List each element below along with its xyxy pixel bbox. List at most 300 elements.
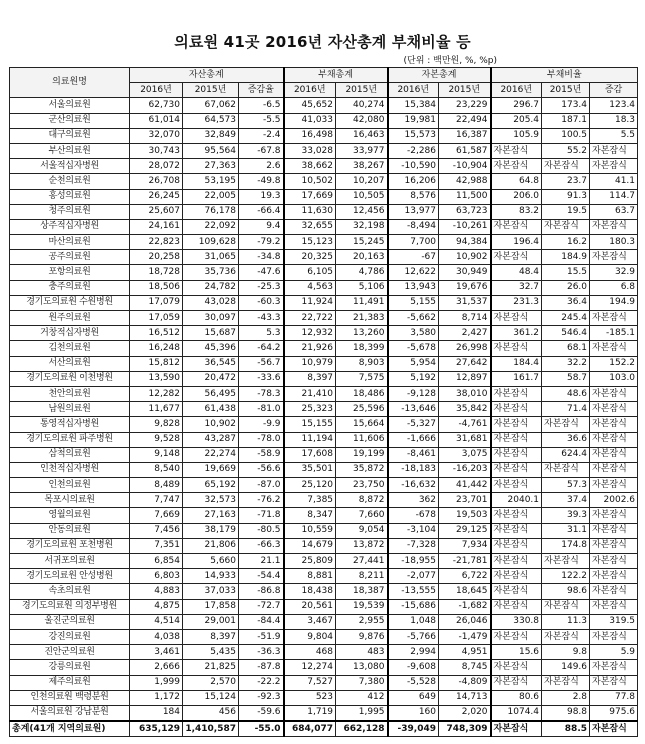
cell-asset-change-rate: -79.2 [239,235,284,250]
cell-asset-2015: 38,179 [183,523,239,538]
cell-ratio-change: 자본잠식 [590,219,638,234]
cell-asset-2016: 4,875 [130,599,183,614]
cell-ratio-2015: 91.3 [542,189,590,204]
cell-debt-2016: 12,274 [284,660,336,675]
cell-debt-2015: 9,054 [336,523,388,538]
cell-debt-2016: 11,194 [284,432,336,447]
cell-capital-2016: -9,608 [388,660,439,675]
page-title: 의료원 41곳 2016년 자산총계 부채비율 등 [174,33,471,51]
table-row [10,569,638,584]
table-row [10,417,638,432]
cell-capital-2016: 649 [388,690,439,705]
cell-capital-2016: 13,977 [388,204,439,219]
cell-ratio-2016: 자본잠식 [491,584,542,599]
table-row [10,675,638,690]
cell-asset-2016: 4,883 [130,584,183,599]
table-row [10,493,638,508]
cell-ratio-2016: 15.6 [491,645,542,660]
cell-ratio-2015: 100.5 [542,128,590,143]
cell-asset-2016: 30,743 [130,143,183,158]
header-debt-2016: 2016년 [284,83,336,98]
cell-debt-2016: 10,559 [284,523,336,538]
cell-capital-2015: 38,010 [439,386,491,401]
table-row [10,295,638,310]
cell-ratio-2016: 361.2 [491,326,542,341]
cell-debt-2015: 19,199 [336,447,388,462]
cell-debt-2015: 662,128 [336,721,388,737]
cell-debt-2016: 6,105 [284,265,336,280]
cell-asset-change-rate: -55.0 [239,721,284,737]
cell-asset-change-rate: -9.9 [239,417,284,432]
cell-name: 서울의료원 강남분원 [10,705,130,721]
cell-ratio-change: 41.1 [590,174,638,189]
cell-ratio-2016: 자본잠식 [491,311,542,326]
cell-capital-2015: 61,587 [439,143,491,158]
cell-ratio-2015: 173.4 [542,98,590,113]
cell-capital-2015: 63,723 [439,204,491,219]
cell-asset-2015: 37,033 [183,584,239,599]
cell-asset-change-rate: 21.1 [239,554,284,569]
cell-ratio-2015: 자본잠식 [542,599,590,614]
cell-debt-2016: 38,662 [284,159,336,174]
cell-debt-2015: 15,245 [336,235,388,250]
cell-ratio-change: 자본잠식 [590,508,638,523]
table-row [10,599,638,614]
cell-ratio-change: 자본잠식 [590,386,638,401]
cell-capital-2015: 8,745 [439,660,491,675]
cell-asset-change-rate: -66.4 [239,204,284,219]
cell-capital-2015: 31,537 [439,295,491,310]
header-debt-2015: 2015년 [336,83,388,98]
cell-asset-change-rate: 9.4 [239,219,284,234]
cell-name: 포항의료원 [10,265,130,280]
cell-debt-2015: 18,486 [336,386,388,401]
table-row [10,614,638,629]
cell-ratio-change: 180.3 [590,235,638,250]
cell-ratio-2016: 1074.4 [491,705,542,721]
cell-name: 강진의료원 [10,629,130,644]
cell-debt-2016: 468 [284,645,336,660]
cell-ratio-change: 자본잠식 [590,538,638,553]
cell-ratio-change: 18.3 [590,113,638,128]
cell-ratio-2015: 187.1 [542,113,590,128]
cell-capital-2016: -678 [388,508,439,523]
cell-name: 경기도의료원 수원병원 [10,295,130,310]
cell-ratio-change: 123.4 [590,98,638,113]
cell-asset-change-rate: -86.8 [239,584,284,599]
cell-ratio-2016: 자본잠식 [491,143,542,158]
cell-ratio-change: 6.8 [590,280,638,295]
cell-capital-2015: 11,500 [439,189,491,204]
cell-capital-2015: 41,442 [439,478,491,493]
cell-name: 서산의료원 [10,356,130,371]
header-ratio: 부채비율 [491,68,638,83]
cell-capital-2015: 7,934 [439,538,491,553]
cell-debt-2016: 21,410 [284,386,336,401]
cell-asset-change-rate: -56.7 [239,356,284,371]
cell-ratio-2015: 68.1 [542,341,590,356]
cell-debt-2015: 10,207 [336,174,388,189]
cell-debt-2016: 10,502 [284,174,336,189]
cell-asset-2015: 2,570 [183,675,239,690]
table-row [10,189,638,204]
table-row [10,645,638,660]
cell-capital-2016: 1,048 [388,614,439,629]
cell-asset-2016: 25,607 [130,204,183,219]
cell-capital-2015: 94,384 [439,235,491,250]
cell-capital-2016: -7,328 [388,538,439,553]
cell-debt-2015: 19,539 [336,599,388,614]
cell-capital-2016: -13,646 [388,402,439,417]
cell-name: 상주적십자병원 [10,219,130,234]
cell-name: 충주의료원 [10,280,130,295]
cell-capital-2015: -4,809 [439,675,491,690]
header-capital-2015: 2015년 [439,83,491,98]
cell-ratio-2015: 26.0 [542,280,590,295]
cell-debt-2016: 12,932 [284,326,336,341]
table-row [10,143,638,158]
cell-asset-2015: 21,825 [183,660,239,675]
cell-asset-2015: 31,065 [183,250,239,265]
cell-name: 공주의료원 [10,250,130,265]
cell-ratio-2016: 자본잠식 [491,523,542,538]
cell-debt-2015: 13,080 [336,660,388,675]
cell-asset-2015: 21,806 [183,538,239,553]
cell-ratio-2016: 자본잠식 [491,402,542,417]
cell-ratio-2015: 자본잠식 [542,417,590,432]
cell-capital-2016: -5,662 [388,311,439,326]
cell-name: 울진군의료원 [10,614,130,629]
cell-name: 서울의료원 [10,98,130,113]
cell-asset-2016: 32,070 [130,128,183,143]
cell-name: 경기도의료원 의정부병원 [10,599,130,614]
cell-ratio-change: 자본잠식 [590,402,638,417]
cell-asset-2016: 22,823 [130,235,183,250]
cell-ratio-2016: 자본잠식 [491,721,542,737]
cell-asset-2016: 6,854 [130,554,183,569]
cell-ratio-change: 자본잠식 [590,721,638,737]
data-table [9,67,638,737]
cell-asset-2016: 1,999 [130,675,183,690]
cell-asset-2015: 15,687 [183,326,239,341]
cell-debt-2016: 11,630 [284,204,336,219]
cell-asset-2016: 18,728 [130,265,183,280]
cell-debt-2016: 8,881 [284,569,336,584]
table-row [10,629,638,644]
cell-capital-2016: -15,686 [388,599,439,614]
cell-capital-2016: 5,192 [388,371,439,386]
cell-debt-2016: 25,120 [284,478,336,493]
cell-asset-change-rate: -58.9 [239,447,284,462]
cell-ratio-2015: 149.6 [542,660,590,675]
cell-debt-2015: 1,995 [336,705,388,721]
cell-debt-2016: 9,804 [284,629,336,644]
cell-name: 영월의료원 [10,508,130,523]
cell-debt-2016: 25,323 [284,402,336,417]
cell-debt-2015: 23,750 [336,478,388,493]
cell-ratio-2015: 자본잠식 [542,159,590,174]
cell-capital-2015: 23,229 [439,98,491,113]
cell-ratio-2015: 15.5 [542,265,590,280]
cell-ratio-2015: 자본잠식 [542,219,590,234]
table-row [10,660,638,675]
cell-capital-2016: -5,678 [388,341,439,356]
cell-name: 남원의료원 [10,402,130,417]
cell-capital-2016: -39,049 [388,721,439,737]
cell-ratio-2015: 자본잠식 [542,554,590,569]
table-row [10,356,638,371]
cell-ratio-2015: 32.2 [542,356,590,371]
cell-asset-change-rate: -87.0 [239,478,284,493]
cell-ratio-2016: 83.2 [491,204,542,219]
cell-asset-2015: 5,660 [183,554,239,569]
cell-name: 원주의료원 [10,311,130,326]
cell-debt-2016: 17,608 [284,447,336,462]
cell-ratio-change: 자본잠식 [590,478,638,493]
cell-capital-2015: 18,645 [439,584,491,599]
cell-debt-2016: 35,501 [284,462,336,477]
cell-asset-2016: 7,456 [130,523,183,538]
cell-debt-2015: 4,786 [336,265,388,280]
cell-debt-2015: 8,872 [336,493,388,508]
cell-asset-2015: 67,062 [183,98,239,113]
cell-asset-change-rate: -87.8 [239,660,284,675]
table-row [10,311,638,326]
cell-name: 서울적십자병원 [10,159,130,174]
cell-asset-2016: 9,528 [130,432,183,447]
cell-capital-2015: 19,503 [439,508,491,523]
cell-capital-2016: -67 [388,250,439,265]
cell-ratio-2016: 자본잠식 [491,447,542,462]
cell-name: 속초의료원 [10,584,130,599]
cell-asset-2015: 27,363 [183,159,239,174]
cell-capital-2015: 23,701 [439,493,491,508]
cell-ratio-2016: 205.4 [491,113,542,128]
cell-ratio-2016: 231.3 [491,295,542,310]
cell-asset-change-rate: 5.3 [239,326,284,341]
cell-debt-2016: 17,669 [284,189,336,204]
table-row [10,204,638,219]
cell-capital-2015: -10,904 [439,159,491,174]
cell-debt-2015: 2,955 [336,614,388,629]
cell-asset-2015: 32,573 [183,493,239,508]
cell-asset-2015: 56,495 [183,386,239,401]
cell-debt-2016: 3,467 [284,614,336,629]
cell-asset-2015: 30,097 [183,311,239,326]
cell-capital-2016: -5,528 [388,675,439,690]
header-asset-2016: 2016년 [130,83,183,98]
cell-capital-2016: 19,981 [388,113,439,128]
cell-asset-change-rate: -81.0 [239,402,284,417]
cell-capital-2016: -1,666 [388,432,439,447]
cell-asset-change-rate: -49.8 [239,174,284,189]
cell-ratio-change: 77.8 [590,690,638,705]
cell-debt-2015: 35,872 [336,462,388,477]
header-debt: 부채총계 [284,68,388,83]
cell-asset-2015: 10,902 [183,417,239,432]
cell-asset-2015: 29,001 [183,614,239,629]
cell-asset-2016: 62,730 [130,98,183,113]
cell-capital-2016: -18,955 [388,554,439,569]
table-row [10,402,638,417]
cell-debt-2015: 18,399 [336,341,388,356]
cell-capital-2015: 26,046 [439,614,491,629]
cell-asset-2015: 65,192 [183,478,239,493]
cell-ratio-2016: 296.7 [491,98,542,113]
cell-name: 인천적십자병원 [10,462,130,477]
cell-ratio-change: 자본잠식 [590,417,638,432]
cell-ratio-2015: 자본잠식 [542,675,590,690]
cell-ratio-2016: 자본잠식 [491,569,542,584]
header-capital: 자본총계 [388,68,491,83]
table-row [10,690,638,705]
cell-capital-2015: 19,676 [439,280,491,295]
cell-capital-2016: -5,327 [388,417,439,432]
cell-asset-2016: 15,812 [130,356,183,371]
cell-debt-2016: 33,028 [284,143,336,158]
cell-name: 안동의료원 [10,523,130,538]
cell-asset-2015: 24,782 [183,280,239,295]
cell-ratio-2016: 105.9 [491,128,542,143]
cell-ratio-2015: 36.6 [542,432,590,447]
cell-asset-change-rate: -59.6 [239,705,284,721]
cell-name: 제주의료원 [10,675,130,690]
cell-debt-2016: 8,347 [284,508,336,523]
header-asset-change-rate: 증감율 [239,83,284,98]
cell-ratio-2015: 58.7 [542,371,590,386]
cell-debt-2016: 45,652 [284,98,336,113]
cell-ratio-2015: 11.3 [542,614,590,629]
cell-capital-2015: 31,681 [439,432,491,447]
cell-debt-2015: 13,872 [336,538,388,553]
cell-ratio-change: 자본잠식 [590,159,638,174]
cell-debt-2015: 16,463 [336,128,388,143]
cell-debt-2015: 38,267 [336,159,388,174]
cell-ratio-2016: 자본잠식 [491,219,542,234]
cell-ratio-change: 자본잠식 [590,584,638,599]
cell-debt-2016: 4,563 [284,280,336,295]
cell-ratio-2016: 196.4 [491,235,542,250]
cell-asset-2015: 53,195 [183,174,239,189]
cell-capital-2016: -10,590 [388,159,439,174]
cell-debt-2015: 9,876 [336,629,388,644]
cell-debt-2015: 7,660 [336,508,388,523]
cell-asset-2015: 456 [183,705,239,721]
cell-ratio-2016: 자본잠식 [491,417,542,432]
cell-asset-2015: 22,274 [183,447,239,462]
table-row [10,159,638,174]
cell-debt-2015: 13,260 [336,326,388,341]
cell-ratio-change: 자본잠식 [590,554,638,569]
table-row [10,478,638,493]
cell-capital-2015: 2,020 [439,705,491,721]
cell-capital-2016: 5,155 [388,295,439,310]
cell-capital-2015: 22,494 [439,113,491,128]
cell-asset-change-rate: -51.9 [239,629,284,644]
cell-debt-2016: 25,809 [284,554,336,569]
cell-asset-2016: 26,245 [130,189,183,204]
cell-asset-2015: 27,163 [183,508,239,523]
cell-ratio-change: 975.6 [590,705,638,721]
cell-capital-2016: 5,954 [388,356,439,371]
cell-debt-2015: 8,903 [336,356,388,371]
cell-asset-change-rate: -60.3 [239,295,284,310]
cell-ratio-2015: 245.4 [542,311,590,326]
cell-ratio-2016: 자본잠식 [491,250,542,265]
header-asset: 자산총계 [130,68,284,83]
cell-ratio-2016: 330.8 [491,614,542,629]
cell-ratio-2016: 자본잠식 [491,554,542,569]
cell-debt-2016: 20,561 [284,599,336,614]
cell-capital-2016: -16,632 [388,478,439,493]
cell-asset-change-rate: -67.8 [239,143,284,158]
cell-capital-2015: 42,988 [439,174,491,189]
table-row [10,250,638,265]
cell-ratio-change: 63.7 [590,204,638,219]
cell-capital-2015: 27,642 [439,356,491,371]
cell-asset-2016: 1,172 [130,690,183,705]
cell-asset-2016: 24,161 [130,219,183,234]
cell-asset-2015: 61,438 [183,402,239,417]
cell-asset-2016: 4,038 [130,629,183,644]
table-row [10,508,638,523]
cell-debt-2015: 18,387 [336,584,388,599]
table-row [10,371,638,386]
cell-asset-change-rate: -43.3 [239,311,284,326]
cell-asset-2015: 35,736 [183,265,239,280]
cell-asset-change-rate: -84.4 [239,614,284,629]
cell-debt-2016: 22,722 [284,311,336,326]
cell-asset-2015: 109,628 [183,235,239,250]
cell-debt-2016: 7,385 [284,493,336,508]
cell-debt-2015: 10,505 [336,189,388,204]
cell-capital-2015: 16,387 [439,128,491,143]
cell-capital-2015: 3,075 [439,447,491,462]
cell-asset-2016: 11,677 [130,402,183,417]
cell-asset-2016: 2,666 [130,660,183,675]
table-body [10,98,638,737]
cell-ratio-2015: 2.8 [542,690,590,705]
cell-asset-change-rate: -22.2 [239,675,284,690]
cell-asset-change-rate: -6.5 [239,98,284,113]
cell-debt-2015: 11,491 [336,295,388,310]
table-row [10,265,638,280]
table-row [10,219,638,234]
cell-ratio-2016: 64.8 [491,174,542,189]
cell-ratio-2015: 98.8 [542,705,590,721]
cell-asset-change-rate: -2.4 [239,128,284,143]
cell-ratio-change: 자본잠식 [590,569,638,584]
cell-asset-2015: 43,028 [183,295,239,310]
cell-asset-change-rate: -33.6 [239,371,284,386]
cell-capital-2015: 12,897 [439,371,491,386]
cell-ratio-change: 자본잠식 [590,447,638,462]
cell-ratio-change: 319.5 [590,614,638,629]
cell-ratio-2015: 23.7 [542,174,590,189]
cell-ratio-2016: 자본잠식 [491,660,542,675]
cell-ratio-change: 32.9 [590,265,638,280]
cell-ratio-2016: 2040.1 [491,493,542,508]
cell-asset-2016: 4,514 [130,614,183,629]
table-row [10,538,638,553]
cell-ratio-2015: 71.4 [542,402,590,417]
cell-name: 목포시의료원 [10,493,130,508]
cell-debt-2016: 21,926 [284,341,336,356]
cell-debt-2016: 18,438 [284,584,336,599]
cell-ratio-change: 자본잠식 [590,660,638,675]
cell-ratio-2015: 31.1 [542,523,590,538]
cell-capital-2015: 14,713 [439,690,491,705]
